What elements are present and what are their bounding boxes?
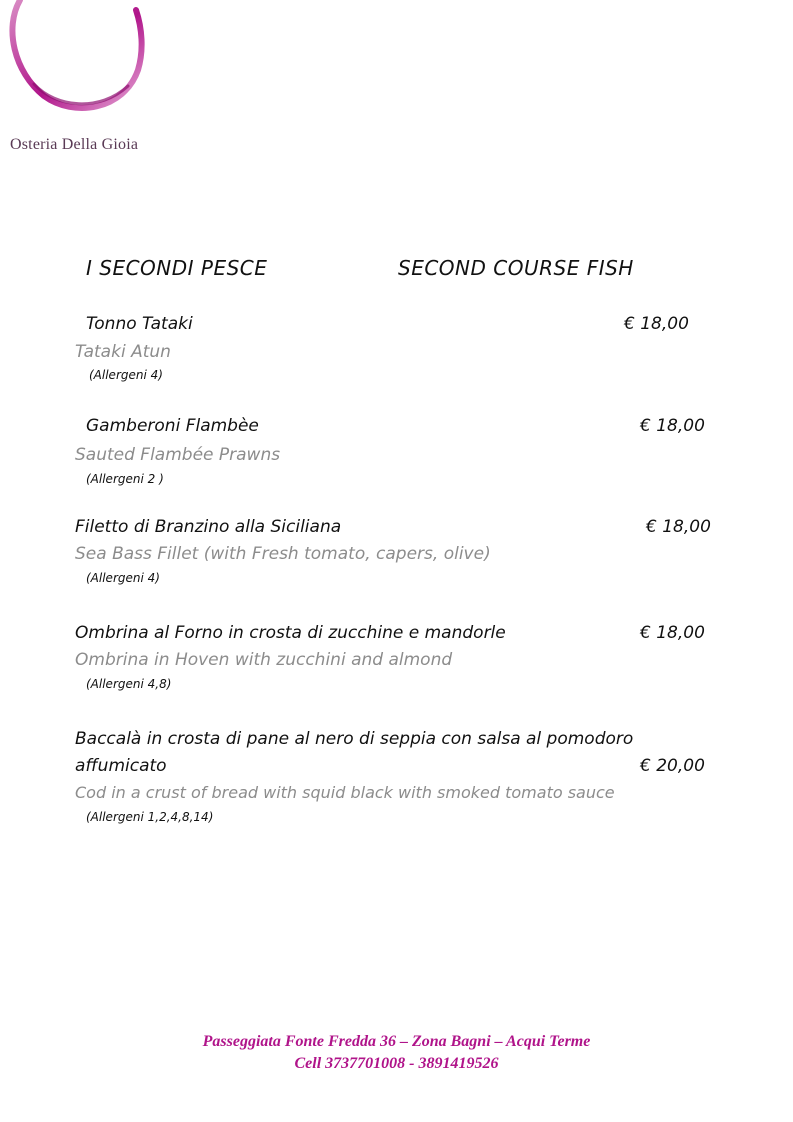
item-name-line1: Baccalà in crosta di pane al nero di seppia con salsa al pomodoro [75,729,634,749]
item-english: Ombrina in Hoven with zucchini and almond [75,650,453,670]
logo-ring-icon [0,0,160,120]
item-english: Sauted Flambée Prawns [75,445,281,465]
item-price: € 18,00 [624,314,689,334]
item-allergens: (Allergeni 2 ) [86,472,164,486]
item-name-line2: affumicato [75,756,167,776]
item-name: Tonno Tataki [86,314,193,334]
footer-phone: Cell 3737701008 - 3891419526 [294,1055,499,1072]
item-price: € 20,00 [640,756,705,776]
item-name: Filetto di Branzino alla Siciliana [75,517,342,537]
item-name: Gamberoni Flambèe [86,416,259,436]
item-allergens: (Allergeni 1,2,4,8,14) [86,810,214,824]
heading-english: SECOND COURSE FISH [398,256,634,280]
footer-address: Passeggiata Fonte Fredda 36 – Zona Bagni – Acqui Terme [202,1033,591,1050]
item-english: Cod in a crust of bread with squid black with smoked tomato sauce [75,783,615,802]
item-english: Tataki Atun [75,342,171,362]
item-name: Ombrina al Forno in crosta di zucchine e mandorle [75,623,506,643]
item-allergens: (Allergeni 4) [89,368,163,382]
logo-text: Osteria Della Gioia [10,136,139,153]
item-price: € 18,00 [646,517,711,537]
item-price: € 18,00 [640,623,705,643]
item-english: Sea Bass Fillet (with Fresh tomato, capers, olive) [75,544,491,564]
item-allergens: (Allergeni 4,8) [86,677,172,691]
item-price: € 18,00 [640,416,705,436]
heading-italian: I SECONDI PESCE [86,256,268,280]
item-allergens: (Allergeni 4) [86,571,160,585]
